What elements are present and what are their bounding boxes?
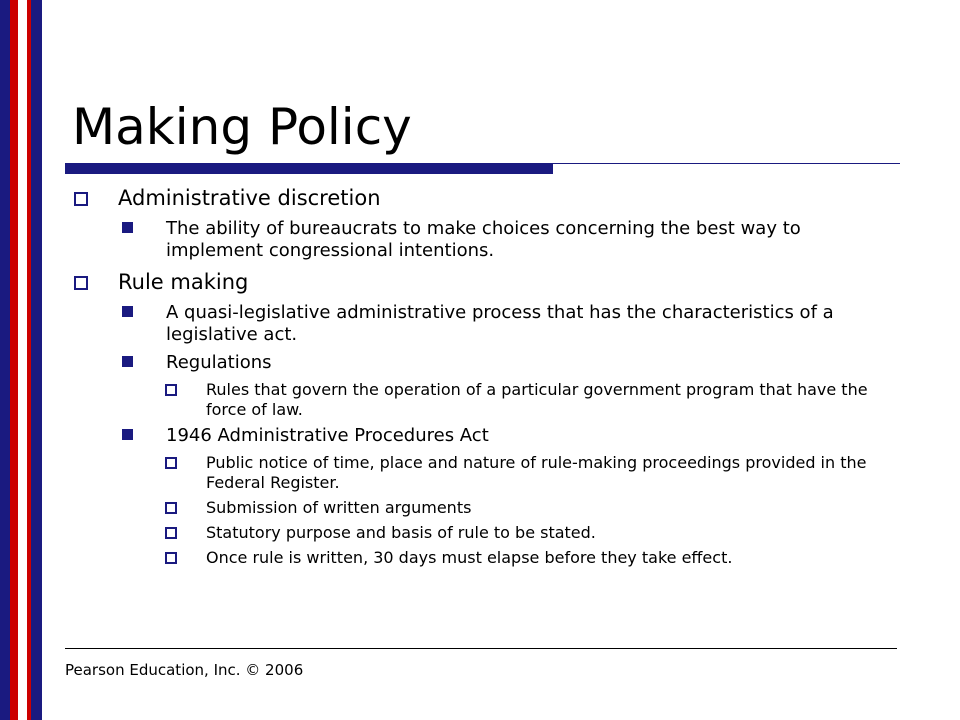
bullet-list xyxy=(72,184,892,573)
bullet-item xyxy=(72,184,892,212)
slide-title: Making Policy xyxy=(72,98,412,156)
bullet-text: Rule making xyxy=(118,270,249,294)
bullet-text: A quasi-legislative administrative process that has the characteristics of a legislative act. xyxy=(166,302,834,345)
hollow-square-bullet-icon xyxy=(165,552,177,564)
left-stripe-navy xyxy=(0,0,10,720)
bullet-item xyxy=(72,352,892,374)
filled-square-bullet-icon xyxy=(122,222,133,233)
footer-copyright: Pearson Education, Inc. © 2006 xyxy=(65,661,304,679)
title-underline-thin xyxy=(553,163,900,164)
bullet-text: Once rule is written, 30 days must elapse before they take effect. xyxy=(206,548,733,567)
bullet-item xyxy=(72,268,892,296)
bullet-item xyxy=(72,218,892,262)
bullet-text: Administrative discretion xyxy=(118,186,381,210)
title-underline-thick xyxy=(65,163,553,174)
hollow-square-bullet-icon xyxy=(74,192,88,206)
hollow-square-bullet-icon xyxy=(165,527,177,539)
bullet-item xyxy=(72,453,892,493)
bullet-text: 1946 Administrative Procedures Act xyxy=(166,425,489,446)
left-stripe-navy-inner xyxy=(31,0,42,720)
bullet-item xyxy=(72,425,892,447)
footer-divider xyxy=(65,648,897,649)
left-stripe-white xyxy=(18,0,27,720)
hollow-square-bullet-icon xyxy=(165,457,177,469)
bullet-item xyxy=(72,380,892,420)
hollow-square-bullet-icon xyxy=(165,502,177,514)
bullet-item xyxy=(72,523,892,543)
bullet-text: The ability of bureaucrats to make choices concerning the best way to implement congressional intentions. xyxy=(166,218,801,261)
bullet-text: Submission of written arguments xyxy=(206,498,472,517)
filled-square-bullet-icon xyxy=(122,356,133,367)
hollow-square-bullet-icon xyxy=(74,276,88,290)
bullet-item xyxy=(72,302,892,346)
filled-square-bullet-icon xyxy=(122,306,133,317)
bullet-item xyxy=(72,548,892,568)
bullet-item xyxy=(72,498,892,518)
filled-square-bullet-icon xyxy=(122,429,133,440)
hollow-square-bullet-icon xyxy=(165,384,177,396)
bullet-text: Statutory purpose and basis of rule to be stated. xyxy=(206,523,596,542)
left-stripe-red xyxy=(10,0,18,720)
bullet-text: Public notice of time, place and nature of rule-making proceedings provided in the Federal Register. xyxy=(206,453,867,492)
bullet-text: Rules that govern the operation of a particular government program that have the force of law. xyxy=(206,380,868,419)
bullet-text: Regulations xyxy=(166,352,272,373)
